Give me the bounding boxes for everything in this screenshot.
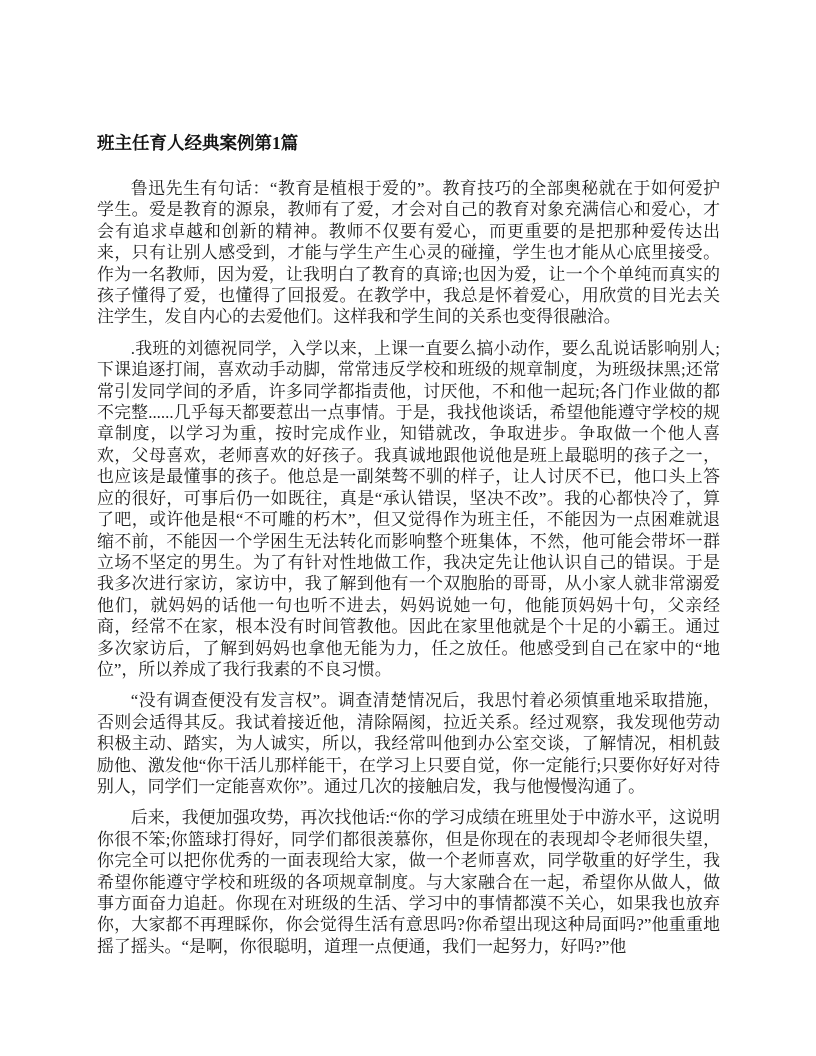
- paragraph-2: .我班的刘德祝同学，入学以来，上课一直要么搞小动作，要么乱说话影响别人;下课追逐打闹，喜欢动手动脚，常常违反学校和班级的规章制度，为班级抹黑;还常常引发同学间的矛盾，许多同学都指责他，讨厌他，不和他一起玩;各门作业做的都不完整......几乎每天都要惹出一点事情。于是，我找他谈话，希望他能遵守学校的规章制度，以学习为重，按时完成作业，知错就改，争取进步。争取做一个他人喜欢，父母喜欢，老师喜欢的好孩子。我真诚地跟他说他是班上最聪明的孩子之一，也应该是最懂事的孩子。他总是一副桀骜不驯的样子，让人讨厌不已，他口头上答应的很好，可事后仍一如既往，真是“承认错误，坚决不改”。我的心都快冷了，算了吧，或许他是根“不可雕的朽木”，但又觉得作为班主任，不能因为一点困难就退缩不前，不能因一个学困生无法转化而影响整个班集体，不然，他可能会带坏一群立场不坚定的男生。为了有针对性地做工作，我决定先让他认识自己的错误。于是我多次进行家访，家访中，我了解到他有一个双胞胎的哥哥，从小家人就非常溺爱他们，就妈妈的话他一句也听不进去，妈妈说她一句，他能顶妈妈十句，父亲经商，经常不在家，根本没有时间管教他。因此在家里他就是个十足的小霸王。通过多次家访后，了解到妈妈也拿他无能为力，任之放任。他感受到自己在家中的“地位”，所以养成了我行我素的不良习惯。: [97, 338, 720, 679]
- paragraph-3: “没有调查便没有发言权”。调查清楚情况后，我思忖着必须慎重地采取措施，否则会适得其反。我试着接近他，清除隔阂，拉近关系。经过观察，我发现他劳动积极主动、踏实，为人诚实，所以，我经常叫他到办公室交谈，了解情况，相机鼓励他、激发他“你干活儿那样能干，在学习上只要自觉，你一定能行;只要你好好对待别人，同学们一定能喜欢你”。通过几次的接触启发，我与他慢慢沟通了。: [97, 691, 720, 796]
- paragraph-4: 后来，我便加强攻势，再次找他话:“你的学习成绩在班里处于中游水平，这说明你很不笨;你篮球打得好，同学们都很羡慕你，但是你现在的表现却令老师很失望，你完全可以把你优秀的一面表现给大家，做一个老师喜欢，同学敬重的好学生，我希望你能遵守学校和班级的各项规章制度。与大家融合在一起，希望你从做人，做事方面奋力追赶。你现在对班级的生活、学习中的事情都漠不关心，如果我也放弃你，大家都不再理睬你，你会觉得生活有意思吗?你希望出现这种局面吗?”他重重地摇了摇头。“是啊，你很聪明，道理一点便通，我们一起努力，好吗?”他: [97, 808, 720, 956]
- paragraph-1: 鲁迅先生有句话：“教育是植根于爱的”。教育技巧的全部奥秘就在于如何爱护学生。爱是教育的源泉，教师有了爱，才会对自己的教育对象充满信心和爱心，才会有追求卓越和创新的精神。教师不仅要有爱心，而更重要的是把那种爱传达出来，只有让别人感受到，才能与学生产生心灵的碰撞，学生也才能从心底里接受。作为一名教师，因为爱，让我明白了教育的真谛;也因为爱，让一个个单纯而真实的孩子懂得了爱，也懂得了回报爱。在教学中，我总是怀着爱心，用欣赏的目光去关注学生，发自内心的去爱他们。这样我和学生间的关系也变得很融洽。: [97, 179, 720, 327]
- document-title: 班主任育人经典案例第1篇: [97, 133, 299, 153]
